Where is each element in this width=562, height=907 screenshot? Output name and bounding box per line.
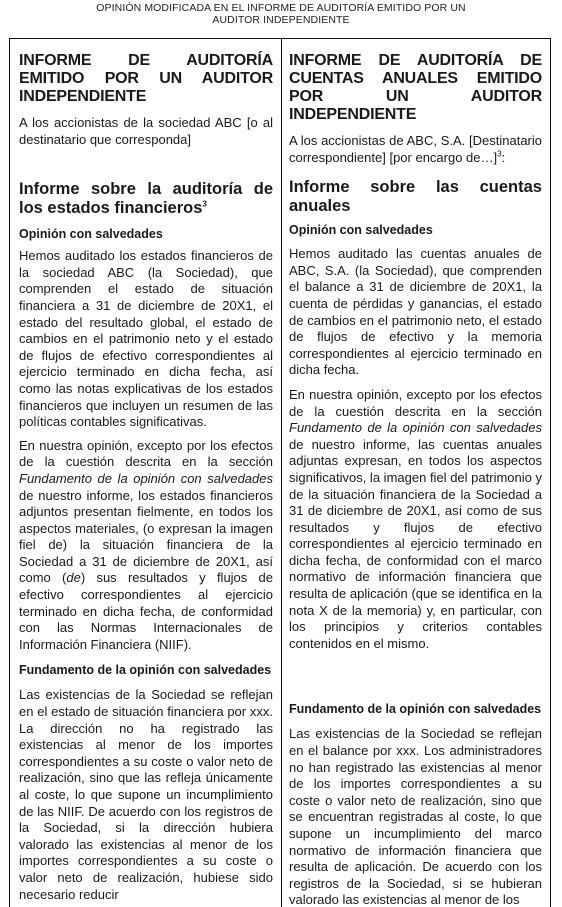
left-addressee: A los accionistas de la sociedad ABC [o al destinatario que corresponda] [19,115,273,147]
right-addressee [289,133,542,166]
left-opinion-paragraph-1: Hemos auditado los estados financieros de la sociedad ABC (la Sociedad), que comprenden el estado de situación financiera a 31 de diciembre de 20X1, el estado del resultado global, el estado de cambios en el patrimonio neto y el estado de flujos de efectivo correspondientes al ejercicio terminado en dicha fecha, así como las notas explicativas de los estados financieros que incluyen un resumen de las políticas contables significativas. [19,248,273,430]
header-line-2: AUDITOR INDEPENDIENTE [212,14,350,26]
left-section-title-text: Informe sobre la auditoría de los estados financieros [19,180,273,218]
right-section-title: Informe sobre las cuentas anuales [289,178,542,216]
left-basis-paragraph-1: Las existencias de la Sociedad se reflejan en el estado de situación financiera por xxx. La dirección no ha registrado las existencias al menor de los importes correspondientes a su coste o valor neto de realización, sino que las refleja únicamente al coste, lo que supone un incumplimiento de las NIIF. De acuerdo con los registros de la Sociedad, si la dirección hubiera valorado las existencias al menor de los importes correspondientes a su coste o valor neto de realización, hubiese sido necesario reducir [19,687,273,902]
italic-run: Fundamento de la opinión con salvedades [289,420,542,436]
left-opinion-paragraph-2 [19,438,273,654]
text-run: A los accionistas de ABC, S.A. [Destinatario correspondiente] [por encargo de…] [289,133,542,165]
italic-run: Fundamento de la opinión con salvedades [19,470,273,486]
text-run: En nuestra opinión, excepto por los efectos de la cuestión descrita en la sección [289,386,542,419]
text-run: de nuestro informe, los estados financieros adjuntos presentan fielmente, en todos los aspectos materiales, (o expresan la imagen fiel de) la situación financiera de la Sociedad a 31 de diciembre de 20X1, así como ( [19,487,273,586]
left-title: INFORME DE AUDITORÍA EMITIDO POR UN AUDITOR INDEPENDIENTE [19,52,273,105]
italic-run: de [66,570,81,586]
footnote-ref: 3 [202,199,207,209]
text-run: : [501,149,506,165]
right-basis-paragraph-1: Las existencias de la Sociedad se reflejan en el balance por xxx. Los administradores no han registrado las existencias al menor de los importes correspondientes a su coste o valor neto de realización, sino que se encuentran registradas al coste, lo que supone un incumplimiento del marco normativo de información financiera que resulta de aplicación. De acuerdo con los registros de la Sociedad, si se hubieran valorado las existencias al menor de los [289,726,542,907]
right-column [282,39,550,907]
text-run: En nuestra opinión, excepto por los efectos de la cuestión descrita en la sección [19,437,273,470]
page-header [0,0,562,32]
comparison-table [9,38,551,907]
right-basis-heading: Fundamento de la opinión con salvedades [289,702,542,717]
right-opinion-paragraph-1: Hemos auditado las cuentas anuales de ABC, S.A. (la Sociedad), que comprenden el balance a 31 de diciembre de 20X1, la cuenta de pérdidas y ganancias, el estado de cambios en el patrimonio neto, el estado de flujos de efectivo y la memoria correspondientes al ejercicio terminado en dicha fecha. [289,246,542,378]
text-run: de nuestro informe, las cuentas anuales adjuntas expresan, en todos los aspectos significativos, la imagen fiel del patrimonio y de la situación financiera de la Sociedad a 31 de diciembre de 20X1, así como de sus resultados y flujos de efectivo correspondientes al ejercicio terminado en dicha fecha, de conformidad con el marco normativo de información financiera que resulta de aplicación (que se identifica en la nota X de la memoria) y, en particular, con los principios y criterios contables contenidos en el mismo. [289,436,542,651]
text-run: ) sus resultados y flujos de efectivo correspondientes al ejercicio terminado en dicha fecha, de conformidad con las Normas Internacionales de Información Financiera (NIIF). [19,570,274,652]
left-column [10,39,282,907]
left-basis-heading: Fundamento de la opinión con salvedades [19,663,272,678]
left-section-title [19,180,273,218]
footnote-ref: 3 [497,149,502,159]
right-opinion-paragraph-2 [289,387,542,653]
right-opinion-heading: Opinión con salvedades [289,223,433,238]
header-line-1: OPINIÓN MODIFICADA EN EL INFORME DE AUDITORÍA EMITIDO POR UN [96,2,466,14]
right-title: INFORME DE AUDITORÍA DE CUENTAS ANUALES EMITIDO POR UN AUDITOR INDEPENDIENTE [289,52,542,123]
left-opinion-heading: Opinión con salvedades [19,227,163,242]
